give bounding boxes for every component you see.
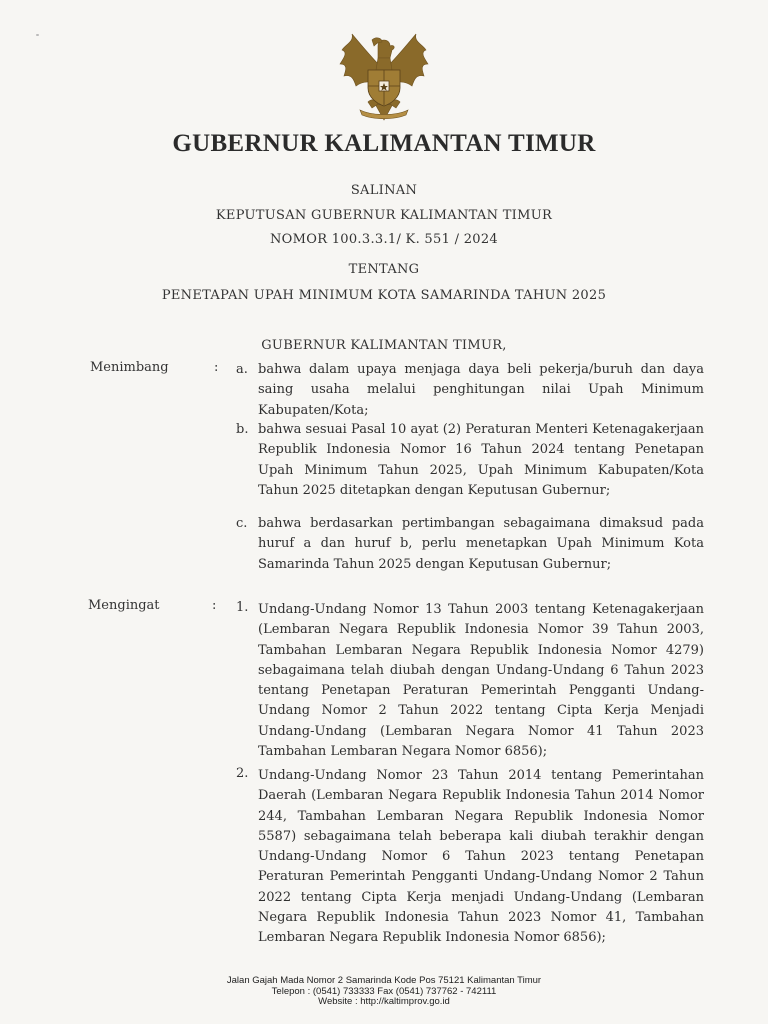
considering-item-b: bahwa sesuai Pasal 10 ayat (2) Peraturan Menteri Ketenagakerjaan Republik Indonesia Nomor 16 Tahun 2024 tentang Penetapan Upah Minimum Tahun 2025, Upah Minimum Kabupaten/Kota Tahun 2025 ditetapkan dengan Keputusan Gubernur; — [258, 422, 704, 498]
list-item-marker: 2. — [236, 766, 249, 781]
list-item-marker: c. — [236, 516, 248, 531]
garuda-emblem-icon — [332, 28, 436, 124]
decree-heading: KEPUTUSAN GUBERNUR KALIMANTAN TIMUR — [215, 208, 553, 223]
legal-basis-item-1: Undang-Undang Nomor 13 Tahun 2003 tentang Ketenagakerjaan (Lembaran Negara Republik Indonesia Nomor 39 Tahun 2003, Tambahan Lembaran Negara Republik Indonesia Nomor 4279) sebagaimana telah diubah dengan Undang-Undang 6 Tahun 2023 tentang Penetapan Peraturan Pemerintah Pengganti Undang-Undang Nomor 2 Tahun 2022 tentang Cipta Kerja Menjadi Undang-Undang (Lembaran Negara Nomor 41 Tahun 2023 Tambahan Lembaran Negara Nomor 6856); — [258, 602, 704, 760]
legal-basis-item-2: Undang-Undang Nomor 23 Tahun 2014 tentang Pemerintahan Daerah (Lembaran Negara Republik Indonesia Tahun 2014 Nomor 244, Tambahan Lembaran Negara Republik Indonesia Nomor 5587) sebagaimana telah beberapa kali diubah terakhir dengan Undang-Undang Nomor 6 Tahun 2023 tentang Penetapan Peraturan Pemerintah Pengganti Undang-Undang Nomor 2 Tahun 2022 tentang Cipta Kerja menjadi Undang-Undang (Lembaran Negara Republik Indonesia Tahun 2023 Nomor 41, Tambahan Lembaran Negara Republik Indonesia Nomor 6856); — [258, 768, 704, 946]
decree-subject: PENETAPAN UPAH MINIMUM KOTA SAMARINDA TAHUN 2025 — [161, 288, 607, 303]
mengingat-colon: : — [212, 598, 217, 613]
copy-label: SALINAN — [350, 183, 418, 198]
menimbang-label: Menimbang — [90, 360, 169, 375]
list-item-marker: 1. — [236, 600, 249, 615]
list-item-marker: b. — [236, 422, 249, 437]
list-item-marker: a. — [236, 362, 248, 377]
menimbang-colon: : — [214, 360, 219, 375]
decree-number: NOMOR 100.3.3.1/ K. 551 / 2024 — [270, 232, 498, 247]
considering-item-a: bahwa dalam upaya menjaga daya beli pekerja/buruh dan daya saing usaha melalui penghitungan nilai Upah Minimum Kabupaten/Kota; — [258, 362, 704, 418]
footer-address: Jalan Gajah Mada Nomor 2 Samarinda Kode Pos 75121 Kalimantan Timur — [226, 975, 542, 986]
footer-phone: Telepon : (0541) 733333 Fax (0541) 737762 - 742111 — [271, 985, 497, 997]
scan-speck — [36, 34, 39, 36]
letterhead-footer — [0, 976, 768, 1008]
considering-item-c: bahwa berdasarkan pertimbangan sebagaimana dimaksud pada huruf a dan huruf b, perlu menetapkan Upah Minimum Kota Samarinda Tahun 2025 dengan Keputusan Gubernur; — [258, 516, 704, 572]
mengingat-label: Mengingat — [88, 598, 160, 613]
letterhead-title: GUBERNUR KALIMANTAN TIMUR — [172, 130, 596, 157]
issuer-line: GUBERNUR KALIMANTAN TIMUR, — [261, 338, 507, 353]
footer-website: Website : http://kaltimprov.go.id — [318, 996, 450, 1007]
about-label: TENTANG — [348, 262, 420, 277]
